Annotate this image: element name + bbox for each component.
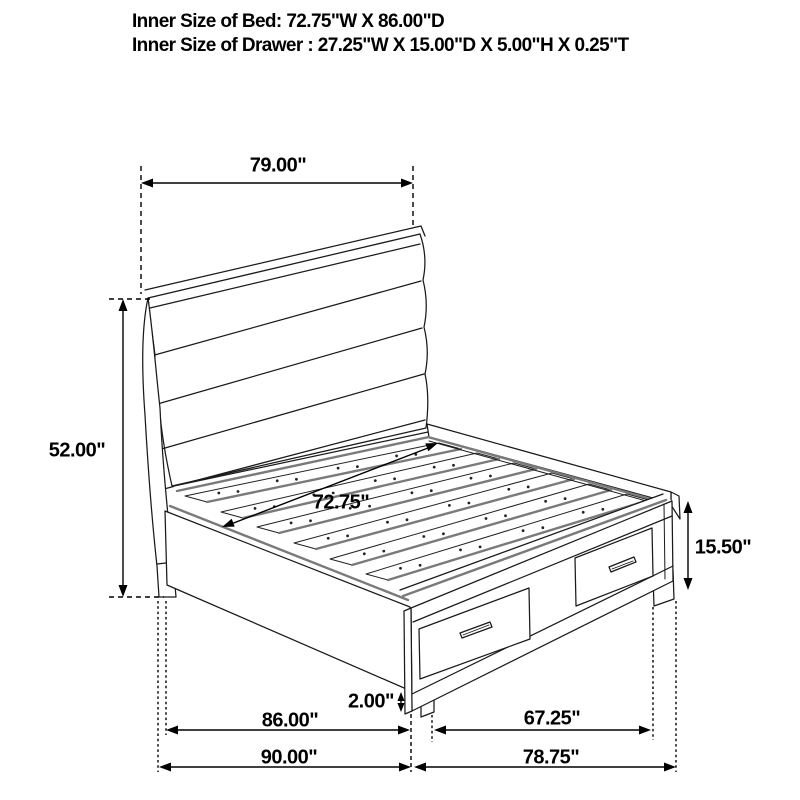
dim-label-base-height: 2.00" — [348, 690, 394, 713]
slat-screw-hole — [406, 518, 409, 521]
dim-label-footboard-height: 15.50" — [694, 536, 752, 559]
slat-screw-hole — [356, 465, 359, 468]
dim-label-leg-clearance: 67.25" — [523, 707, 581, 730]
footboard-left-end-strip — [404, 608, 412, 714]
slat-screw-hole — [386, 521, 389, 524]
slat-screw-hole — [489, 475, 492, 478]
slat-screw-hole — [419, 564, 422, 567]
dim-label-side-rail-length: 86.00" — [261, 709, 319, 732]
slat-screw-hole — [544, 500, 547, 503]
title-inner-size-drawer: Inner Size of Drawer : 27.25"W X 15.00"D X 5.00"H X 0.25"T — [132, 35, 629, 56]
slat-screw-hole — [541, 526, 544, 529]
slat-screw-hole — [601, 508, 604, 511]
slat-screw-hole — [448, 504, 451, 507]
dim-label-headboard-width: 79.00" — [249, 154, 307, 177]
slat-screw-hole — [254, 507, 257, 510]
slat-screw-hole — [452, 464, 455, 467]
slat-screw-hole — [290, 522, 293, 525]
slat-screw-hole — [433, 466, 436, 469]
slat-screw-hole — [337, 467, 340, 470]
slat-screw-hole — [504, 514, 507, 517]
slat-screw-hole — [507, 488, 510, 491]
slat-screw-hole — [276, 479, 279, 482]
slat-screw-hole — [237, 490, 240, 493]
dim-headboard-width-arrow — [141, 179, 413, 188]
slat-screw-hole — [295, 478, 298, 481]
dim-headboard-height-arrow — [119, 299, 128, 597]
slat-screw-hole — [442, 532, 445, 535]
slat-screw-hole — [522, 529, 525, 532]
slat-screw-hole — [393, 477, 396, 480]
slat-screw-hole — [422, 535, 425, 538]
dim-label-headboard-height: 52.00" — [48, 439, 106, 462]
slat-screw-hole — [395, 455, 398, 458]
dim-label-slat-width: 72.75" — [312, 491, 370, 514]
slat-screw-hole — [430, 489, 433, 492]
slat-screw-hole — [363, 552, 366, 555]
dim-label-footboard-width: 78.75" — [522, 746, 580, 769]
dim-base-height-arrow — [397, 692, 404, 712]
slat-screw-hole — [327, 537, 330, 540]
slat-screw-hole — [564, 497, 567, 500]
dim-footboard-height-arrow — [684, 501, 693, 590]
slat-screw-hole — [459, 549, 462, 552]
slat-screw-hole — [382, 550, 385, 553]
slat-screw-hole — [479, 546, 482, 549]
slat-screw-hole — [411, 491, 414, 494]
slat-screw-hole — [399, 567, 402, 570]
slat-screw-hole — [468, 502, 471, 505]
slat-screw-hole — [374, 479, 377, 482]
slat-screw-hole — [485, 517, 488, 520]
slat-screw-hole — [582, 511, 585, 514]
dim-label-overall-depth: 90.00" — [260, 746, 318, 769]
slat-screw-hole — [470, 477, 473, 480]
slat-screw-hole — [346, 535, 349, 538]
title-inner-size-bed: Inner Size of Bed: 72.75"W X 86.00"D — [132, 11, 445, 32]
slat-screw-hole — [217, 492, 220, 495]
slat-screw-hole — [309, 519, 312, 522]
slat-screw-hole — [527, 486, 530, 489]
